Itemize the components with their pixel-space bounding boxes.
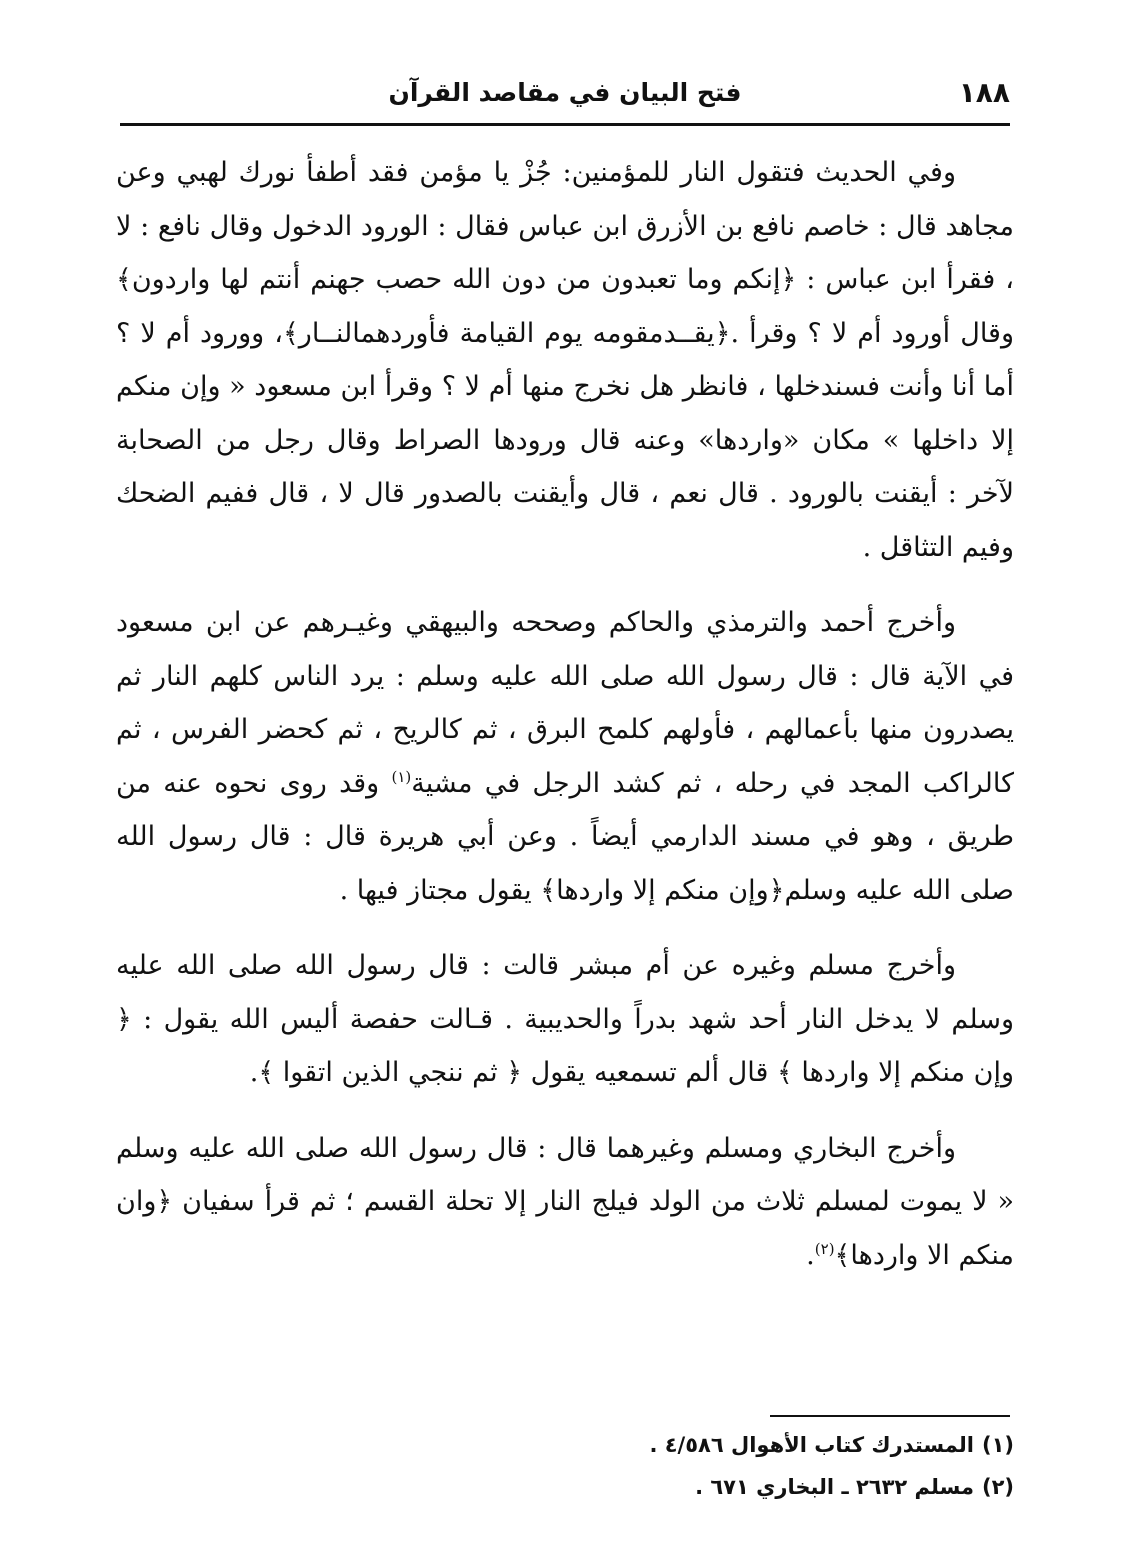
footnote-reference: (١) <box>391 767 412 786</box>
paragraph-text: وأخرج مسلم وغيره عن أم مبشر قالت : قال رسول الله صلى الله عليه وسلم لا يدخل النار أحد شهد بدراً والحديبية . قـالت حفصة أليس الله يقول : ﴿ وإن منكم إلا واردها ﴾ قال ألم تسمعيه يقول ﴿ ثم ننجي الذين اتقوا ﴾. <box>116 950 1014 1088</box>
paragraph <box>116 596 1014 917</box>
footnotes <box>116 1424 1014 1508</box>
footnote-text: مسلم ٢٦٣٢ ـ البخاري ٦٧١ . <box>695 1475 974 1499</box>
page-number: ١٨٨ <box>958 76 1010 109</box>
page-header <box>120 72 1010 118</box>
footnote-text: المستدرك كتاب الأهوال ٤/٥٨٦ . <box>649 1433 974 1457</box>
main-text <box>116 146 1014 1282</box>
paragraph-text: وفي الحديث فتقول النار للمؤمنين: جُزْ يا مؤمن فقد أطفأ نورك لهبي وعن مجاهد قال : خاصم نافع بن الأزرق ابن عباس فقال : الورود الدخول وقال نافع : لا ، فقرأ ابن عباس : ﴿إنكم وما تعبدون من دون الله حصب جهنم أنتم لها واردون﴾ وقال أورود أم لا ؟ وقرأ .﴿يقــدمقومه يوم القيامة فأوردهمالنــار﴾، وورود أم لا ؟ أما أنا وأنت فسندخلها ، فانظر هل نخرج منها أم لا ؟ وقرأ ابن مسعود « وإن منكم إلا داخلها » مكان «واردها» وعنه قال ورودها الصراط وقال رجل من الصحابة لآخر : أيقنت بالورود . قال نعم ، قال وأيقنت بالصدور قال لا ، قال ففيم الضحك وفيم التثاقل . <box>116 157 1014 563</box>
paragraph-text: وقد روى نحوه عنه من طريق ، وهو في مسند الدارمي أيضاً . وعن أبي هريرة قال : قال رسول الله صلى الله عليه وسلم﴿وإن منكم إلا واردها﴾ يقول مجتاز فيها . <box>116 767 1014 906</box>
paragraph-text: وأخرج البخاري ومسلم وغيرهما قال : قال رسول الله صلى الله عليه وسلم « لا يموت لمسلم ثلاث من الولد فيلج النار إلا تحلة القسم ؛ ثم قرأ سفيان ﴿وان منكم الا واردها﴾ <box>116 1132 1014 1271</box>
paragraph <box>116 939 1014 1100</box>
paragraph-text: . <box>806 1239 815 1271</box>
footnote <box>116 1424 1014 1466</box>
footnote-number: (٢) <box>981 1475 1014 1499</box>
paragraph <box>116 1122 1014 1283</box>
header-divider <box>120 123 1010 126</box>
footnote-reference: (٢) <box>814 1239 835 1258</box>
footnote-divider <box>770 1415 1010 1417</box>
footnote-number: (١) <box>981 1433 1014 1457</box>
paragraph <box>116 146 1014 574</box>
running-title: فتح البيان في مقاصد القرآن <box>388 78 742 107</box>
paragraph-text: وأخرج أحمد والترمذي والحاكم وصححه والبيهقي وغيـرهم عن ابن مسعود في الآية قال : قال رسول الله صلى الله عليه وسلم : يرد الناس كلهم النار ثم يصدرون منها بأعمالهم ، فأولهم كلمح البرق ، ثم كالريح ، ثم كحضر الفرس ، ثم كالراكب المجد في رحله ، ثم كشد الرجل في مشية <box>116 607 1014 799</box>
footnote <box>116 1466 1014 1508</box>
